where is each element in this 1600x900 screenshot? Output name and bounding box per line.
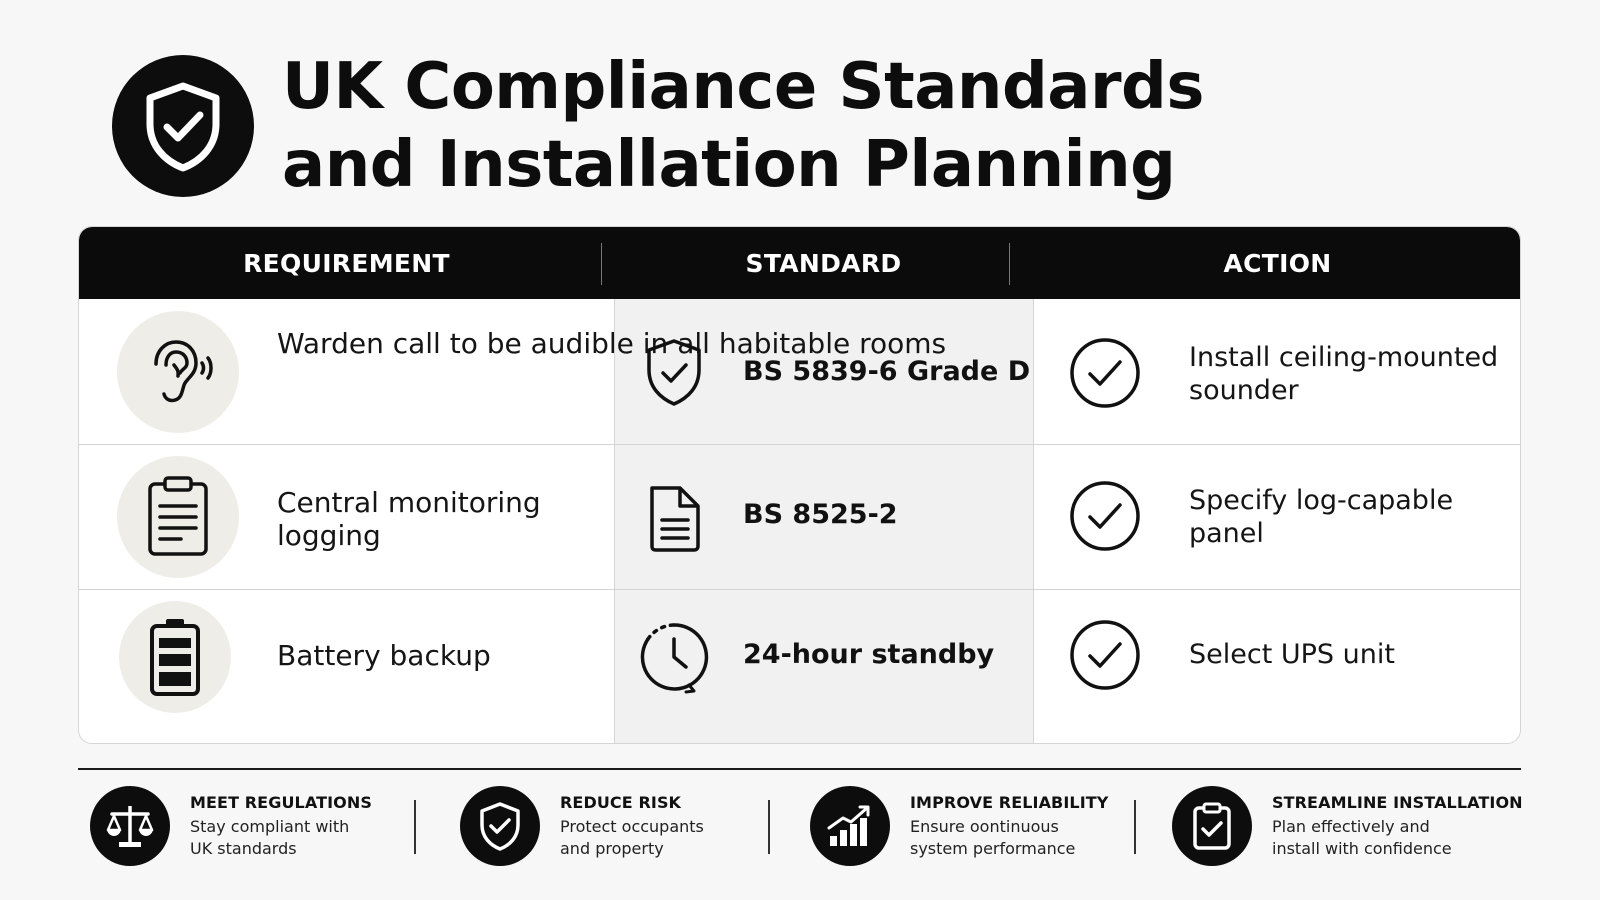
check-circle-icon: [1069, 337, 1141, 409]
benefit-improve-reliability: [810, 786, 1108, 866]
clock-icon: [629, 619, 719, 695]
ear-sound-icon: [117, 311, 239, 433]
scales-icon: [90, 786, 170, 866]
benefit-description: [910, 816, 1108, 860]
page-title-line-2: and Installation Planning: [282, 128, 1176, 202]
compliance-table: [78, 226, 1521, 744]
column-header-action: ACTION: [1223, 248, 1332, 278]
benefit-description-line: system performance: [910, 838, 1076, 858]
benefit-streamline-installation: [1172, 786, 1523, 866]
page-title-line-1: UK Compliance Standards: [282, 50, 1204, 124]
standard-text: BS 5839-6 Grade D: [743, 356, 1031, 387]
benefit-meet-regulations: [90, 786, 372, 866]
benefit-title: MEET REGULATIONS: [190, 792, 372, 812]
benefit-description: [190, 816, 372, 860]
table-row: [79, 299, 1520, 444]
action-text: Specify log-capable panel: [1189, 485, 1454, 549]
header-separator: [601, 243, 602, 285]
clipboard-check-icon: [1172, 786, 1252, 866]
benefit-description: [560, 816, 704, 860]
document-icon: [629, 480, 719, 556]
shield-check-icon: [112, 55, 254, 197]
benefit-title: REDUCE RISK: [560, 792, 682, 812]
benefit-description-line: Plan effectively and: [1272, 816, 1430, 836]
benefit-title: IMPROVE RELIABILITY: [910, 792, 1109, 812]
clipboard-icon: [117, 456, 239, 578]
benefit-description-line: and property: [560, 838, 664, 858]
column-header-standard: STANDARD: [745, 248, 902, 278]
benefit-title: STREAMLINE INSTALLATION: [1272, 792, 1523, 812]
chart-growth-icon: [810, 786, 890, 866]
check-circle-icon: [1069, 480, 1141, 552]
table-header: [79, 227, 1520, 299]
section-divider: [78, 768, 1521, 770]
requirement-text: Warden call to be audible in all habitable rooms: [277, 327, 947, 360]
action-text: Install ceiling-mounted sounder: [1189, 342, 1499, 406]
requirement-text: Central monitoring logging: [277, 486, 541, 552]
action-text: Select UPS unit: [1189, 639, 1395, 670]
benefit-description-line: UK standards: [190, 838, 297, 858]
page-title: [282, 48, 1204, 204]
benefit-description: [1272, 816, 1523, 860]
benefit-separator: [768, 800, 770, 854]
battery-icon: [119, 601, 231, 713]
requirement-text: Battery backup: [277, 639, 491, 672]
table-row: [79, 444, 1520, 589]
shield-check-icon: [460, 786, 540, 866]
check-circle-icon: [1069, 619, 1141, 691]
column-header-requirement: REQUIREMENT: [243, 248, 450, 278]
benefit-description-line: Ensure oontinuous: [910, 816, 1059, 836]
header-separator: [1009, 243, 1010, 285]
benefit-separator: [1134, 800, 1136, 854]
benefit-reduce-risk: [460, 786, 704, 866]
benefit-separator: [414, 800, 416, 854]
standard-text: 24-hour standby: [743, 639, 995, 670]
standard-text: BS 8525-2: [743, 499, 898, 530]
page-header: [112, 48, 1204, 204]
benefit-description-line: Stay compliant with: [190, 816, 350, 836]
shield-check-icon: [629, 335, 719, 411]
benefit-description-line: Protect occupants: [560, 816, 704, 836]
benefit-description-line: install with confidence: [1272, 838, 1452, 858]
table-row: [79, 589, 1520, 744]
